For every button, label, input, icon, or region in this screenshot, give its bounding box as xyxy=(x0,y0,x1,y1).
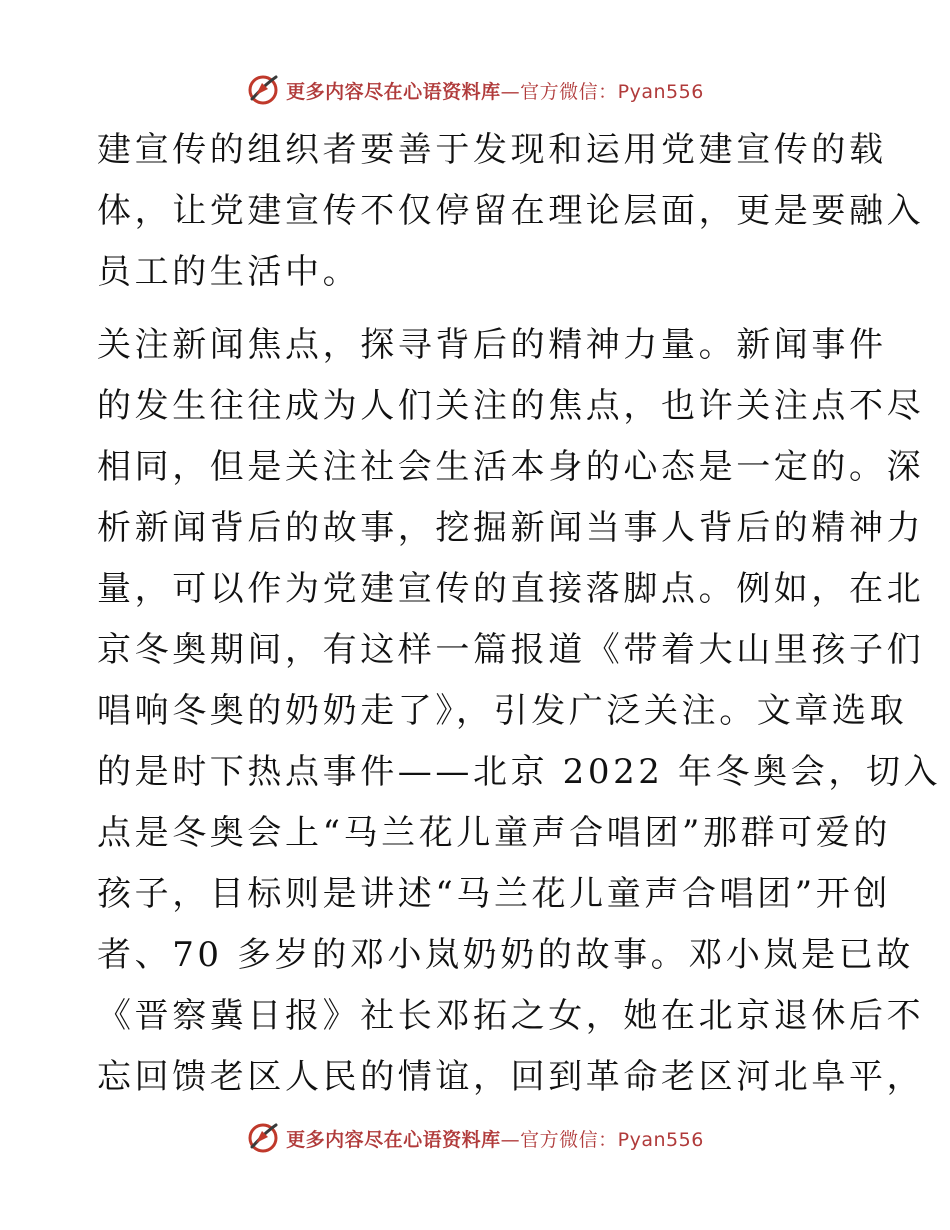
header-banner-main: 更多内容尽在心语资料库 xyxy=(286,80,501,103)
text-line: 体，让党建宣传不仅停留在理论层面，更是要融入 xyxy=(97,191,925,231)
text-line: 《晋察冀日报》社长邓拓之女，她在北京退休后不 xyxy=(97,996,925,1036)
text-line: 的是时下热点事件——北京 2022 年冬奥会，切入 xyxy=(97,752,942,792)
document-body xyxy=(97,120,942,1108)
text-line: 京冬奥期间，有这样一篇报道《带着大山里孩子们 xyxy=(97,630,925,670)
footer-banner-separator: — xyxy=(500,1128,521,1151)
header-banner-separator: — xyxy=(500,80,521,103)
text-line: 的发生往往成为人们关注的焦点，也许关注点不尽 xyxy=(97,386,925,426)
text-line: 员工的生活中。 xyxy=(97,252,361,292)
footer-banner-text xyxy=(286,1125,704,1152)
text-line: 点是冬奥会上“马兰花儿童声合唱团”那群可爱的 xyxy=(97,813,891,853)
text-line: 关注新闻焦点，探寻背后的精神力量。新闻事件 xyxy=(97,325,887,365)
text-line: 建宣传的组织者要善于发现和运用党建宣传的载 xyxy=(97,130,887,170)
text-line: 量，可以作为党建宣传的直接落脚点。例如，在北 xyxy=(97,569,925,609)
text-line: 者、70 多岁的邓小岚奶奶的故事。邓小岚是已故 xyxy=(97,935,914,975)
text-line: 孩子，目标则是讲述“马兰花儿童声合唱团”开创 xyxy=(97,874,891,914)
pen-nib-logo-icon xyxy=(246,1121,280,1155)
footer-banner-main: 更多内容尽在心语资料库 xyxy=(286,1128,501,1151)
text-line: 相同，但是关注社会生活本身的心态是一定的。深 xyxy=(97,447,925,487)
header-banner-text xyxy=(286,77,704,104)
text-line: 唱响冬奥的奶奶走了》，引发广泛关注。文章选取 xyxy=(97,691,908,731)
text-line: 析新闻背后的故事，挖掘新闻当事人背后的精神力 xyxy=(97,508,925,548)
footer-banner xyxy=(0,1118,950,1158)
pen-nib-logo-icon xyxy=(246,73,280,107)
paragraph-2 xyxy=(97,315,942,1108)
text-line: 忘回馈老区人民的情谊，回到革命老区河北阜平， xyxy=(97,1057,925,1097)
footer-banner-wechat: 官方微信：Pyan556 xyxy=(520,1128,704,1151)
header-banner xyxy=(0,70,950,110)
paragraph-1 xyxy=(97,120,925,303)
header-banner-wechat: 官方微信：Pyan556 xyxy=(520,80,704,103)
